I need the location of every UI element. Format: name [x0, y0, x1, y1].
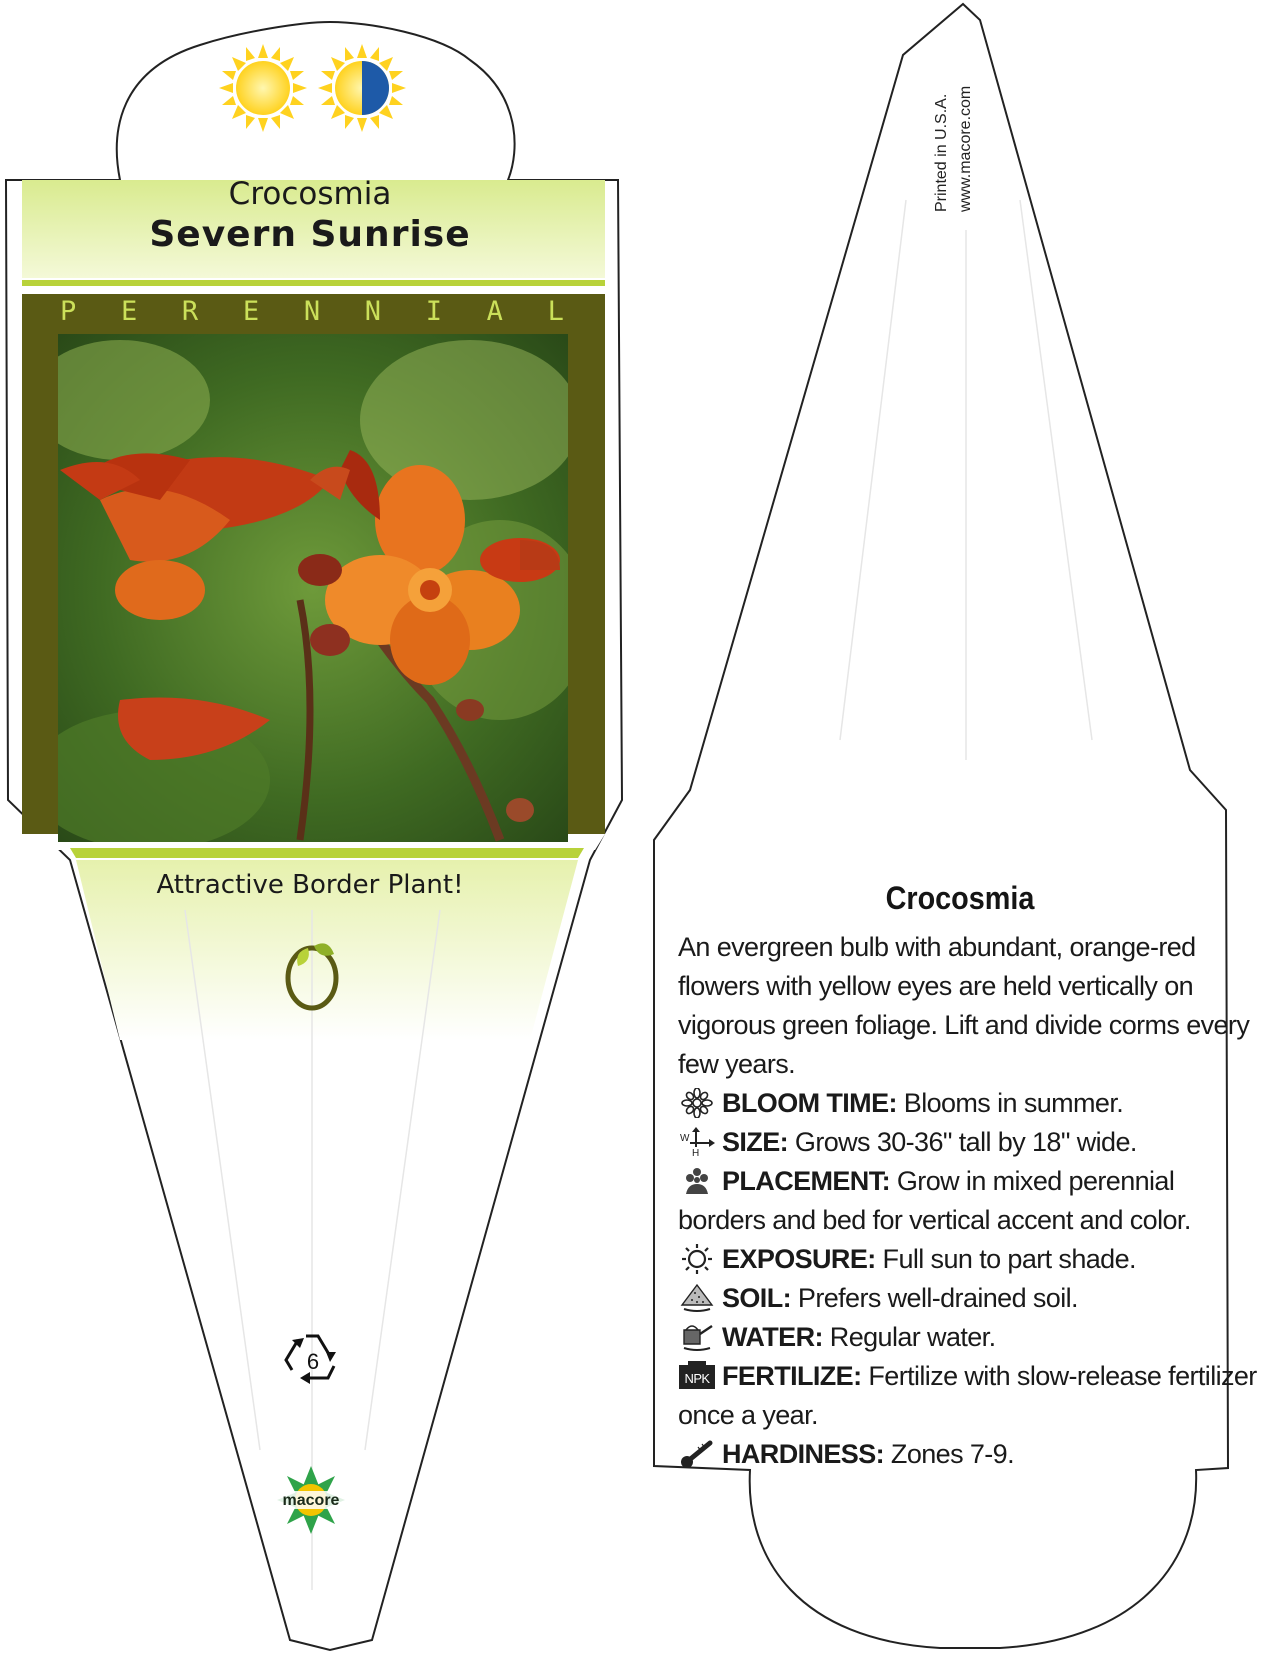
plant-genus: Crocosmia [228, 176, 392, 212]
back-title: Crocosmia [885, 880, 1035, 916]
flower-icon [678, 1088, 716, 1118]
category-letter: P [60, 296, 77, 327]
category-letter: E [120, 296, 138, 327]
size-arrows-icon [678, 1127, 716, 1157]
attr-exposure [678, 1240, 1268, 1279]
brand-name: macore [282, 1492, 340, 1509]
npk-label: NPK [684, 1371, 710, 1386]
category-letter: N [303, 296, 321, 327]
printed-in: Printed in U.S.A. [933, 93, 950, 212]
attr-hardiness [678, 1435, 1268, 1474]
plant-photo [30, 334, 590, 850]
category-letter: L [547, 296, 564, 327]
attr-label: HARDINESS: [722, 1439, 885, 1469]
soil-icon [678, 1283, 716, 1313]
sun-outline-icon [678, 1244, 716, 1274]
tagline: Attractive Border Plant! [156, 870, 464, 900]
category-letter: N [364, 296, 382, 327]
attr-text: Regular water. [829, 1322, 996, 1352]
attr-label: PLACEMENT: [722, 1166, 890, 1196]
attr-fertilize [678, 1357, 1268, 1435]
care-info [678, 928, 1268, 1474]
attr-text: Grows 30-36" tall by 18" wide. [794, 1127, 1137, 1157]
print-info [930, 42, 990, 212]
category-label [22, 296, 602, 327]
category-letter: A [486, 296, 503, 327]
attr-text: Zones 7-9. [890, 1439, 1014, 1469]
plant-cultivar: Severn Sunrise [149, 214, 471, 255]
attr-text: Prefers well-drained soil. [797, 1283, 1078, 1313]
size-w-label: W [680, 1133, 689, 1144]
attr-label: FERTILIZE: [722, 1361, 862, 1391]
attr-label: WATER: [722, 1322, 823, 1352]
attr-size [678, 1123, 1268, 1162]
attr-bloom-time [678, 1084, 1268, 1123]
attr-text: Grow in mixed perennial borders and bed for vertical accent and color. [678, 1166, 1191, 1235]
recycle-code: 6 [306, 1349, 320, 1374]
attr-text: Fertilize with slow-release fertilizer once a year. [678, 1361, 1257, 1430]
full-sun-icon [219, 44, 307, 132]
attr-text: Blooms in summer. [903, 1088, 1124, 1118]
plants-icon [678, 1166, 716, 1196]
category-letter: R [181, 296, 199, 327]
attr-label: SIZE: [722, 1127, 789, 1157]
npk-icon [678, 1361, 716, 1391]
description: An evergreen bulb with abundant, orange-red flowers with yellow eyes are held vertically on vigorous green foliage. Lift and divide corms every few years. [678, 932, 1250, 1079]
category-letter: I [425, 296, 442, 327]
attr-label: EXPOSURE: [722, 1244, 876, 1274]
attr-label: BLOOM TIME: [722, 1088, 897, 1118]
attr-text: Full sun to part shade. [882, 1244, 1136, 1274]
attr-water [678, 1318, 1268, 1357]
attr-label: SOIL: [722, 1283, 791, 1313]
attr-placement [678, 1162, 1268, 1240]
category-letter: E [242, 296, 260, 327]
thermometer-icon [678, 1439, 716, 1469]
watering-can-icon [678, 1322, 716, 1352]
size-h-label: H [692, 1148, 699, 1157]
attr-soil [678, 1279, 1268, 1318]
website: www.macore.com [957, 85, 974, 212]
part-sun-icon [318, 44, 406, 132]
front-tag [6, 22, 622, 1650]
